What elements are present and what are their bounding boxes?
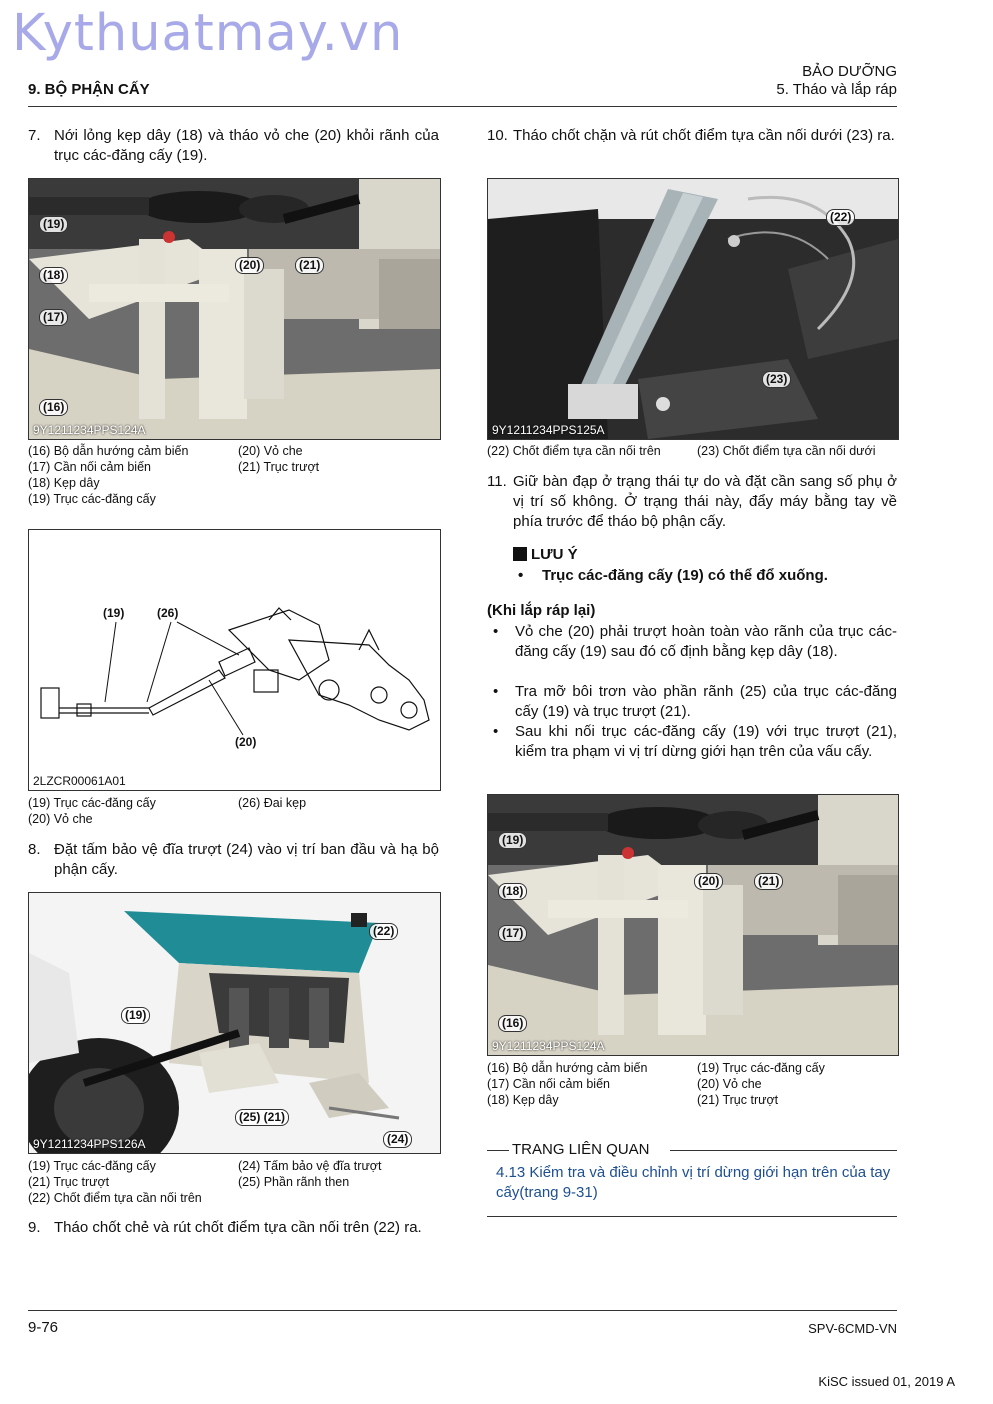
chapter-title: BẢO DƯỠNG [802, 63, 897, 80]
callout-19: (19) [103, 606, 125, 620]
diagram-cardan-shaft [28, 529, 441, 791]
callout-25-21: (25) (21) [235, 1109, 289, 1126]
legend-item: (16) Bộ dẫn hướng cảm biến [28, 444, 189, 458]
legend-item: (23) Chốt điểm tựa cần nối dưới [697, 444, 876, 458]
step-9 [28, 1218, 439, 1238]
legend-item: (16) Bộ dẫn hướng cảm biến [487, 1061, 648, 1075]
callout-19: (19) [498, 832, 527, 849]
callout-17: (17) [498, 925, 527, 942]
callout-24: (24) [383, 1131, 412, 1148]
section-title: 9. BỘ PHẬN CẤY [28, 81, 150, 98]
step-11 [487, 472, 897, 532]
legend-item: (21) Trục trượt [697, 1093, 779, 1107]
legend-fig5 [487, 1060, 897, 1110]
legend-item: (26) Đai kẹp [238, 796, 307, 810]
legend-item: (22) Chốt điểm tựa cần nối trên [28, 1191, 202, 1205]
reassembly-bullet-2 [487, 682, 897, 722]
legend-item: (17) Cần nối cảm biến [28, 460, 151, 474]
callout-18: (18) [39, 267, 68, 284]
callout-17: (17) [39, 309, 68, 326]
footer-rule [28, 1310, 897, 1311]
photo-cardan-shaft-cover-reassembly [487, 794, 899, 1056]
legend-item: (25) Phần rãnh then [238, 1175, 350, 1189]
bullet-dot-icon: • [493, 623, 499, 640]
callout-18: (18) [498, 883, 527, 900]
page-number: 9-76 [28, 1319, 59, 1336]
bullet-dot-icon: • [493, 723, 499, 740]
related-rule-left [487, 1150, 509, 1151]
legend-item: (19) Trục các-đăng cấy [697, 1061, 825, 1075]
issue-info: KiSC issued 01, 2019 A [818, 1374, 955, 1389]
callout-16: (16) [39, 399, 68, 416]
reassembly-title: (Khi lắp ráp lại) [487, 602, 596, 619]
legend-fig1 [28, 443, 439, 513]
legend-item: (18) Kẹp dây [487, 1093, 559, 1107]
legend-item: (19) Trục các-đăng cấy [28, 492, 156, 506]
legend-item: (22) Chốt điểm tựa cần nối trên [487, 444, 661, 458]
callout-19: (19) [121, 1007, 150, 1024]
legend-fig2 [28, 795, 439, 829]
step-10 [487, 126, 897, 146]
legend-item: (20) Vỏ che [28, 812, 93, 826]
bullet-text: Tra mỡ bôi trơn vào phần rãnh (25) của trục các-đăng cấy (19) và trục trượt (21). [515, 683, 897, 720]
photo-planter-lowered [28, 892, 441, 1154]
bullet-text: Vỏ che (20) phải trượt hoàn toàn vào rãnh của trục các-đăng cấy (19) sau đó cố định bằng kẹp dây (18). [515, 623, 897, 660]
callout-22: (22) [369, 923, 398, 940]
related-rule-right [670, 1150, 897, 1151]
callout-22: (22) [826, 209, 855, 226]
figure-code: 9Y1211234PPS124A [492, 1039, 605, 1053]
model-code: SPV-6CMD-VN [808, 1321, 897, 1336]
legend-item: (17) Cần nối cảm biến [487, 1077, 610, 1091]
watermark: Kythuatmay.vn [12, 4, 404, 63]
note-square-icon [513, 547, 527, 561]
reassembly-bullet-3 [487, 722, 897, 762]
header-right [776, 63, 897, 99]
legend-fig3 [28, 1158, 439, 1208]
step-text: Giữ bàn đạp ở trạng thái tự do và đặt cần sang số phụ ở vị trí số không. Ở trạng thái này, đẩy máy bằng tay về phía trước để tháo bộ phận cấy. [513, 473, 897, 530]
callout-20: (20) [694, 873, 723, 890]
bullet-dot-icon: • [518, 567, 524, 584]
legend-item: (19) Trục các-đăng cấy [28, 1159, 156, 1173]
callout-19: (19) [39, 216, 68, 233]
step-7 [28, 126, 439, 166]
callout-20: (20) [235, 735, 257, 749]
step-number: 7. [28, 127, 41, 144]
step-number: 11. [487, 473, 507, 490]
figure-code: 9Y1211234PPS125A [492, 423, 605, 437]
legend-item: (19) Trục các-đăng cấy [28, 796, 156, 810]
note-text: Trục các-đăng cấy (19) có thể đổ xuống. [542, 567, 828, 584]
legend-item: (21) Trục trượt [238, 460, 320, 474]
legend-item: (24) Tấm bảo vệ đĩa trượt [238, 1159, 382, 1173]
callout-23: (23) [762, 371, 791, 388]
figure-code: 9Y1211234PPS124A [33, 423, 146, 437]
figure-code: 9Y1211234PPS126A [33, 1137, 146, 1151]
photo-link-pins [487, 178, 899, 440]
note-bullet [518, 566, 897, 586]
related-rule-bottom [487, 1216, 897, 1217]
figure-code: 2LZCR00061A01 [33, 774, 126, 788]
callout-26: (26) [157, 606, 179, 620]
legend-fig4 [487, 443, 897, 461]
subsection-title: 5. Tháo và lắp ráp [776, 81, 897, 98]
legend-item: (20) Vỏ che [697, 1077, 762, 1091]
step-8 [28, 840, 439, 880]
step-number: 9. [28, 1219, 41, 1236]
bullet-dot-icon: • [493, 683, 499, 700]
callout-16: (16) [498, 1015, 527, 1032]
related-link[interactable]: 4.13 Kiểm tra và điều chỉnh vị trí dừng giới hạn trên của tay cấy(trang 9-31) [496, 1164, 891, 1201]
related-title: TRANG LIÊN QUAN [512, 1141, 650, 1158]
note-title: LƯU Ý [531, 546, 578, 563]
step-number: 8. [28, 841, 41, 858]
callout-21: (21) [754, 873, 783, 890]
step-text: Tháo chốt chặn và rút chốt điểm tựa cần nối dưới (23) ra. [513, 127, 895, 144]
legend-item: (20) Vỏ che [238, 444, 303, 458]
note-heading [513, 546, 578, 563]
legend-item: (21) Trục trượt [28, 1175, 110, 1189]
callout-21: (21) [295, 257, 324, 274]
reassembly-bullet-1 [487, 622, 897, 662]
photo-cardan-shaft-cover [28, 178, 441, 440]
step-text: Đặt tấm bảo vệ đĩa trượt (24) vào vị trí ban đầu và hạ bộ phận cấy. [54, 841, 439, 878]
header-rule [28, 106, 897, 107]
bullet-text: Sau khi nối trục các-đăng cấy (19) với trục trượt (21), kiểm tra phạm vi vị trí dừng giới hạn trên của vấu cấy. [515, 723, 897, 760]
legend-item: (18) Kẹp dây [28, 476, 100, 490]
step-text: Nới lỏng kẹp dây (18) và tháo vỏ che (20) khỏi rãnh của trục các-đăng cấy (19). [54, 127, 439, 164]
callout-20: (20) [235, 257, 264, 274]
step-number: 10. [487, 127, 508, 144]
step-text: Tháo chốt chẻ và rút chốt điểm tựa cần nối trên (22) ra. [54, 1219, 422, 1236]
